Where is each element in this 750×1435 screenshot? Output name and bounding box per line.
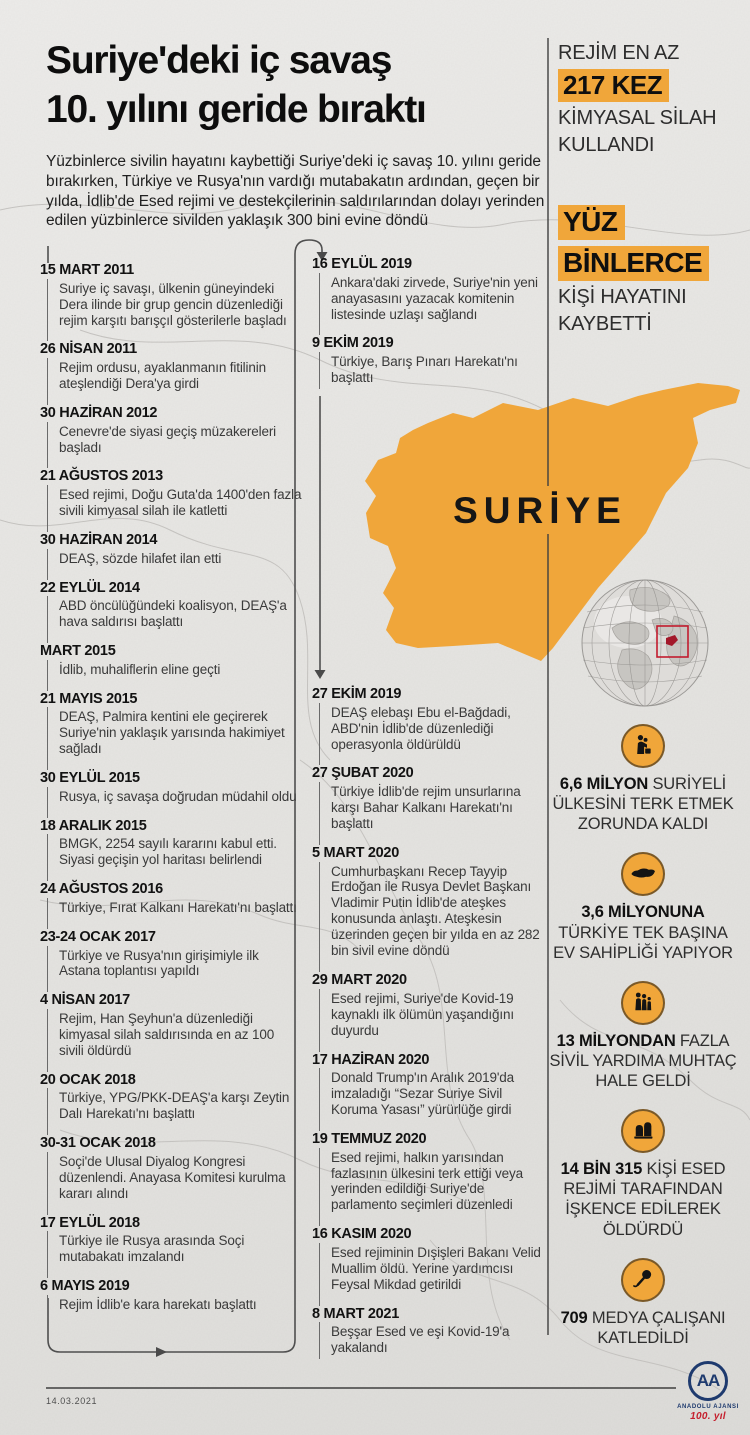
key-facts [558, 40, 742, 337]
fact-prefix: REJİM EN AZ [558, 42, 680, 64]
timeline-entry-date: 19 TEMMUZ 2020 [312, 1130, 427, 1147]
timeline-entry-text: Türkiye, YPG/PKK-DEAŞ'a karşı Zeytin Dalı Harekatı'nı başlattı [59, 1090, 290, 1122]
timeline-entry [40, 468, 302, 532]
timeline-entry-body [47, 787, 302, 818]
stat-text: 3,6 MİLYONUNA TÜRKİYE TEK BAŞINA EV SAHİPLİĞİ YAPIYOR [553, 903, 733, 962]
timeline-entry-date: 21 AĞUSTOS 2013 [40, 468, 163, 485]
timeline-entry [40, 818, 302, 882]
timeline-entry-date: 30 HAZİRAN 2012 [40, 404, 158, 421]
timeline-entry-date: 24 AĞUSTOS 2016 [40, 881, 163, 898]
fact-highlight: 217 KEZ [558, 69, 669, 102]
timeline-entry-date: 6 MAYIS 2019 [40, 1278, 130, 1295]
timeline-entry-date: 17 HAZİRAN 2020 [312, 1051, 430, 1068]
timeline-entry-body [47, 1231, 302, 1278]
timeline-entry-text: İdlib, muhaliflerin eline geçti [59, 661, 221, 677]
page-title-line2: 10. yılını geride bıraktı [46, 88, 426, 132]
timeline-entry-text: DEAŞ elebaşı Ebu el-Bağdadi, ABD'nin İdlib'de düzenlediği operasyonla öldürüldü [331, 704, 511, 752]
timeline-entry-text: Cenevre'de siyasi geçiş müzakereleri başladı [59, 423, 277, 455]
timeline-entry-date: 27 ŞUBAT 2020 [312, 765, 414, 782]
timeline-entry-date: 26 NİSAN 2011 [40, 341, 137, 358]
family-icon [621, 981, 665, 1025]
timeline-entry-body [319, 352, 550, 389]
fact-chemical-attacks [558, 40, 742, 158]
timeline-entry-text: Soçi'de Ulusal Diyalog Kongresi düzenlendi. Anayasa Komitesi kurulma kararı alındı [59, 1153, 286, 1201]
timeline-entry-text: Suriye iç savaşı, ülkenin güneyindeki Dera ilinde bir grup gencin düzenlediği rejim karşıtı barışçıl gösterilerle başladı [59, 280, 287, 328]
stat-text: 13 MİLYONDAN FAZLA SİVİL YARDIMA MUHTAÇ HALE GELDİ [549, 1031, 737, 1090]
timeline-entry-text: Ankara'daki zirvede, Suriye'nin yeni anayasasını yazacak komitenin listesinde uzlaşı sağlandı [331, 274, 538, 322]
timeline-column-2-top [312, 256, 550, 389]
timeline-entry-body [47, 549, 302, 580]
timeline-entry [40, 1278, 302, 1316]
timeline-entry-text: Donald Trump'ın Aralık 2019'da imzaladığı “Sezar Suriye Sivil Koruma Yasası” yürürlüğe girdi [331, 1070, 515, 1118]
timeline-entry-text: Rejim, Han Şeyhun'a düzenlediği kimyasal silah saldırısında en az 100 sivili öldürdü [59, 1011, 275, 1058]
timeline-entry-body [47, 946, 302, 993]
timeline-entry-body [319, 703, 550, 766]
timeline-entry [40, 1072, 302, 1136]
timeline-entry-text: Rejim İdlib'e kara harekatı başlattı [59, 1296, 257, 1312]
timeline-entry-text: Türkiye, Fırat Kalkanı Harekatı'nı başlattı [59, 899, 297, 915]
arrow-right-icon [156, 1347, 167, 1357]
timeline-entry-text: Cumhurbaşkanı Recep Tayyip Erdoğan ile Rusya Devlet Başkanı Vladimir Putin İdlib'de ateşkes konusunda anlaştı. Ateşkesin üzerinden geçen bir yılda en az 282 bin sivil evine döndü [331, 863, 540, 959]
timeline-entry-text: Beşşar Esed ve eşi Kovid-19'a yakalandı [331, 1324, 510, 1356]
timeline-entry-text: Türkiye ile Rusya arasında Soçi mutabakatı imzalandı [59, 1233, 245, 1265]
timeline-entry-body [47, 1009, 302, 1072]
timeline-entry-body [319, 1322, 550, 1359]
stat-text: 6,6 MİLYON SURİYELİ ÜLKESİNİ TERK ETMEK ZORUNDA KALDI [552, 775, 734, 834]
timeline-entry-body [319, 782, 550, 845]
refugee-icon [621, 724, 665, 768]
timeline-entry-date: 27 EKİM 2019 [312, 686, 402, 702]
timeline-entry [40, 691, 302, 770]
timeline-entry [312, 1052, 550, 1131]
timeline-entry-date: 16 EYLÜL 2019 [312, 256, 412, 272]
timeline-entry-body [47, 485, 302, 532]
timeline-entry-date: 30 EYLÜL 2015 [40, 770, 140, 787]
timeline-entry [40, 770, 302, 818]
fact-casualties [558, 202, 742, 337]
timeline-entry-body [47, 1088, 302, 1135]
timeline-entry-text: Esed rejiminin Dışişleri Bakanı Velid Muallim öldü. Yerine yardımcısı Feysal Mikdad getirildi [331, 1244, 541, 1292]
timeline-entry-body [319, 1243, 550, 1306]
timeline-entry-date: 23-24 OCAK 2017 [40, 928, 156, 945]
page-title-line1: Suriye'deki iç savaş [46, 39, 392, 82]
statistics-panel [548, 724, 738, 1366]
timeline-entry-text: ABD öncülüğündeki koalisyon, DEAŞ'a hava saldırısı başlattı [59, 598, 287, 630]
timeline-entry [312, 765, 550, 844]
fact-highlight: YÜZ [558, 205, 625, 240]
publication-date: 14.03.2021 [46, 1396, 98, 1406]
timeline-entry [312, 845, 550, 972]
timeline-entry-body [319, 1068, 550, 1131]
timeline-entry-date: 20 OCAK 2018 [40, 1071, 136, 1088]
timeline-entry [40, 341, 302, 405]
agency-anniversary-badge: 100. yıl [690, 1411, 726, 1422]
fact-line: KİMYASAL SİLAH [558, 107, 717, 130]
microphone-icon [621, 1258, 665, 1302]
map-country-label: SURİYE [453, 490, 627, 531]
timeline-entry-text: Türkiye, Barış Pınarı Harekatı'nı başlattı [331, 354, 518, 386]
tombstones-icon [621, 1109, 665, 1153]
timeline-entry-body [47, 707, 302, 770]
timeline-entry [40, 1215, 302, 1279]
fact-highlight: BİNLERCE [558, 246, 709, 281]
timeline-entry-body [47, 358, 302, 405]
turkey-map-icon [621, 852, 665, 896]
stat-text: 709 MEDYA ÇALIŞANI KATLEDİLDİ [560, 1308, 726, 1347]
agency-logo [677, 1361, 739, 1422]
fact-line: KİŞİ HAYATINI [558, 286, 687, 309]
intro-paragraph: Yüzbinlerce sivilin hayatını kaybettiği Suriye'deki iç savaş 10. yılını geride bırakırken, Türkiye ve Rusya'nın vardığı mutabakatın ardından, geçen bir yılda, İdlib'de Esed rejimi ve destekçilerinin saldırılarından dolayı yerinden edilen yüzbinlerce sivilden yaklaşık 300 bini evine döndü [46, 153, 545, 230]
timeline-entry-text: Rejim ordusu, ayaklanmanın fitilinin ateşlendiği Dera'ya girdi [59, 360, 266, 392]
timeline-entry-text: DEAŞ, sözde hilafet ilan etti [59, 550, 222, 566]
timeline-entry-date: 22 EYLÜL 2014 [40, 579, 140, 596]
fact-line: KULLANDI [558, 133, 655, 156]
timeline-entry [40, 1135, 302, 1214]
timeline-entry-date: 30-31 OCAK 2018 [40, 1135, 156, 1152]
timeline-entry [312, 335, 550, 389]
timeline-entry-date: 5 MART 2020 [312, 844, 399, 861]
timeline-entry-date: 8 MART 2021 [312, 1305, 399, 1322]
stat-torture-deaths [548, 1109, 738, 1240]
stat-refugees [548, 724, 738, 834]
timeline-entry [312, 1306, 550, 1360]
timeline-entry-body [319, 273, 550, 336]
timeline-entry-text: Esed rejimi, halkın yarısından fazlasının ülkesini terk ettiği veya yerinden edildiği Suriye'de parlamento seçimleri düzenledi [331, 1149, 523, 1213]
stat-aid-needed [548, 981, 738, 1091]
timeline-entry [312, 972, 550, 1051]
timeline-entry-body [47, 596, 302, 643]
timeline-entry-date: 18 ARALIK 2015 [40, 817, 147, 834]
timeline-entry-text: Esed rejimi, Suriye'de Kovid-19 kaynaklı ilk ölümün yaşandığını duyurdu [331, 990, 514, 1038]
timeline-entry [312, 256, 550, 335]
agency-logo-icon: AA [688, 1361, 728, 1401]
timeline-entry-body [47, 660, 302, 691]
timeline-entry-body [47, 898, 302, 929]
timeline-entry-text: Rusya, iç savaşa doğrudan müdahil oldu [59, 788, 297, 804]
page-title [46, 36, 556, 134]
timeline-entry-body [47, 834, 302, 881]
timeline-entry-body [47, 1152, 302, 1215]
agency-name: ANADOLU AJANSI [677, 1404, 739, 1410]
fact-line: KAYBETTİ [558, 312, 652, 335]
timeline-entry-date: 21 MAYIS 2015 [40, 690, 138, 707]
timeline-entry [40, 405, 302, 469]
timeline-entry [40, 929, 302, 993]
timeline-entry [312, 1131, 550, 1226]
timeline-entry-text: Türkiye İdlib'de rejim unsurlarına karşı Bahar Kalkanı Harekatı'nı başlattı [331, 784, 521, 831]
timeline-entry-date: 9 EKİM 2019 [312, 335, 394, 352]
timeline-entry-text: DEAŞ, Palmira kentini ele geçirerek Suriye'nin yaklaşık yarısında hakimiyet sağladı [59, 709, 285, 757]
timeline-entry-body [319, 862, 550, 973]
timeline-entry-date: 17 EYLÜL 2018 [40, 1214, 140, 1231]
timeline-entry-date: 30 HAZİRAN 2014 [40, 531, 158, 548]
globe-locator-icon [578, 576, 712, 710]
timeline-entry-body [319, 989, 550, 1052]
timeline-entry [40, 992, 302, 1071]
timeline-entry [40, 532, 302, 580]
timeline-entry-text: Esed rejimi, Doğu Guta'da 1400'den fazla sivili kimyasal silah ile katletti [59, 487, 302, 519]
timeline-entry-date: 16 KASIM 2020 [312, 1226, 412, 1243]
timeline-entry-body [47, 1295, 302, 1316]
timeline-entry-date: MART 2015 [40, 643, 116, 660]
stat-media-workers [548, 1258, 738, 1348]
arrow-down-resume-icon [315, 670, 326, 679]
timeline-entry [312, 686, 550, 765]
timeline-entry-text: BMGK, 2254 sayılı kararını kabul etti. Siyasi geçişin yol haritası belirlendi [59, 836, 277, 868]
timeline-entry [40, 580, 302, 644]
timeline-entry-body [319, 1148, 550, 1227]
timeline-entry-text: Türkiye ve Rusya'nın girişimiyle ilk Astana toplantısı yapıldı [59, 947, 259, 979]
timeline-entry [312, 1226, 550, 1305]
timeline-entry-date: 15 MART 2011 [40, 262, 134, 278]
stat-turkey-hosting [548, 852, 738, 962]
timeline-entry-body [47, 279, 302, 342]
timeline-entry [40, 643, 302, 691]
timeline-entry [40, 881, 302, 929]
timeline-entry-date: 29 MART 2020 [312, 972, 407, 989]
timeline-entry [40, 262, 302, 341]
timeline-column-1 [40, 262, 302, 1316]
timeline-entry-date: 4 NİSAN 2017 [40, 992, 130, 1009]
timeline-column-2-bottom [312, 686, 550, 1359]
timeline-entry-body [47, 422, 302, 469]
stat-text: 14 BİN 315 KİŞİ ESED REJİMİ TARAFINDAN İŞKENCE EDİLEREK ÖLDÜRDÜ [560, 1160, 726, 1239]
